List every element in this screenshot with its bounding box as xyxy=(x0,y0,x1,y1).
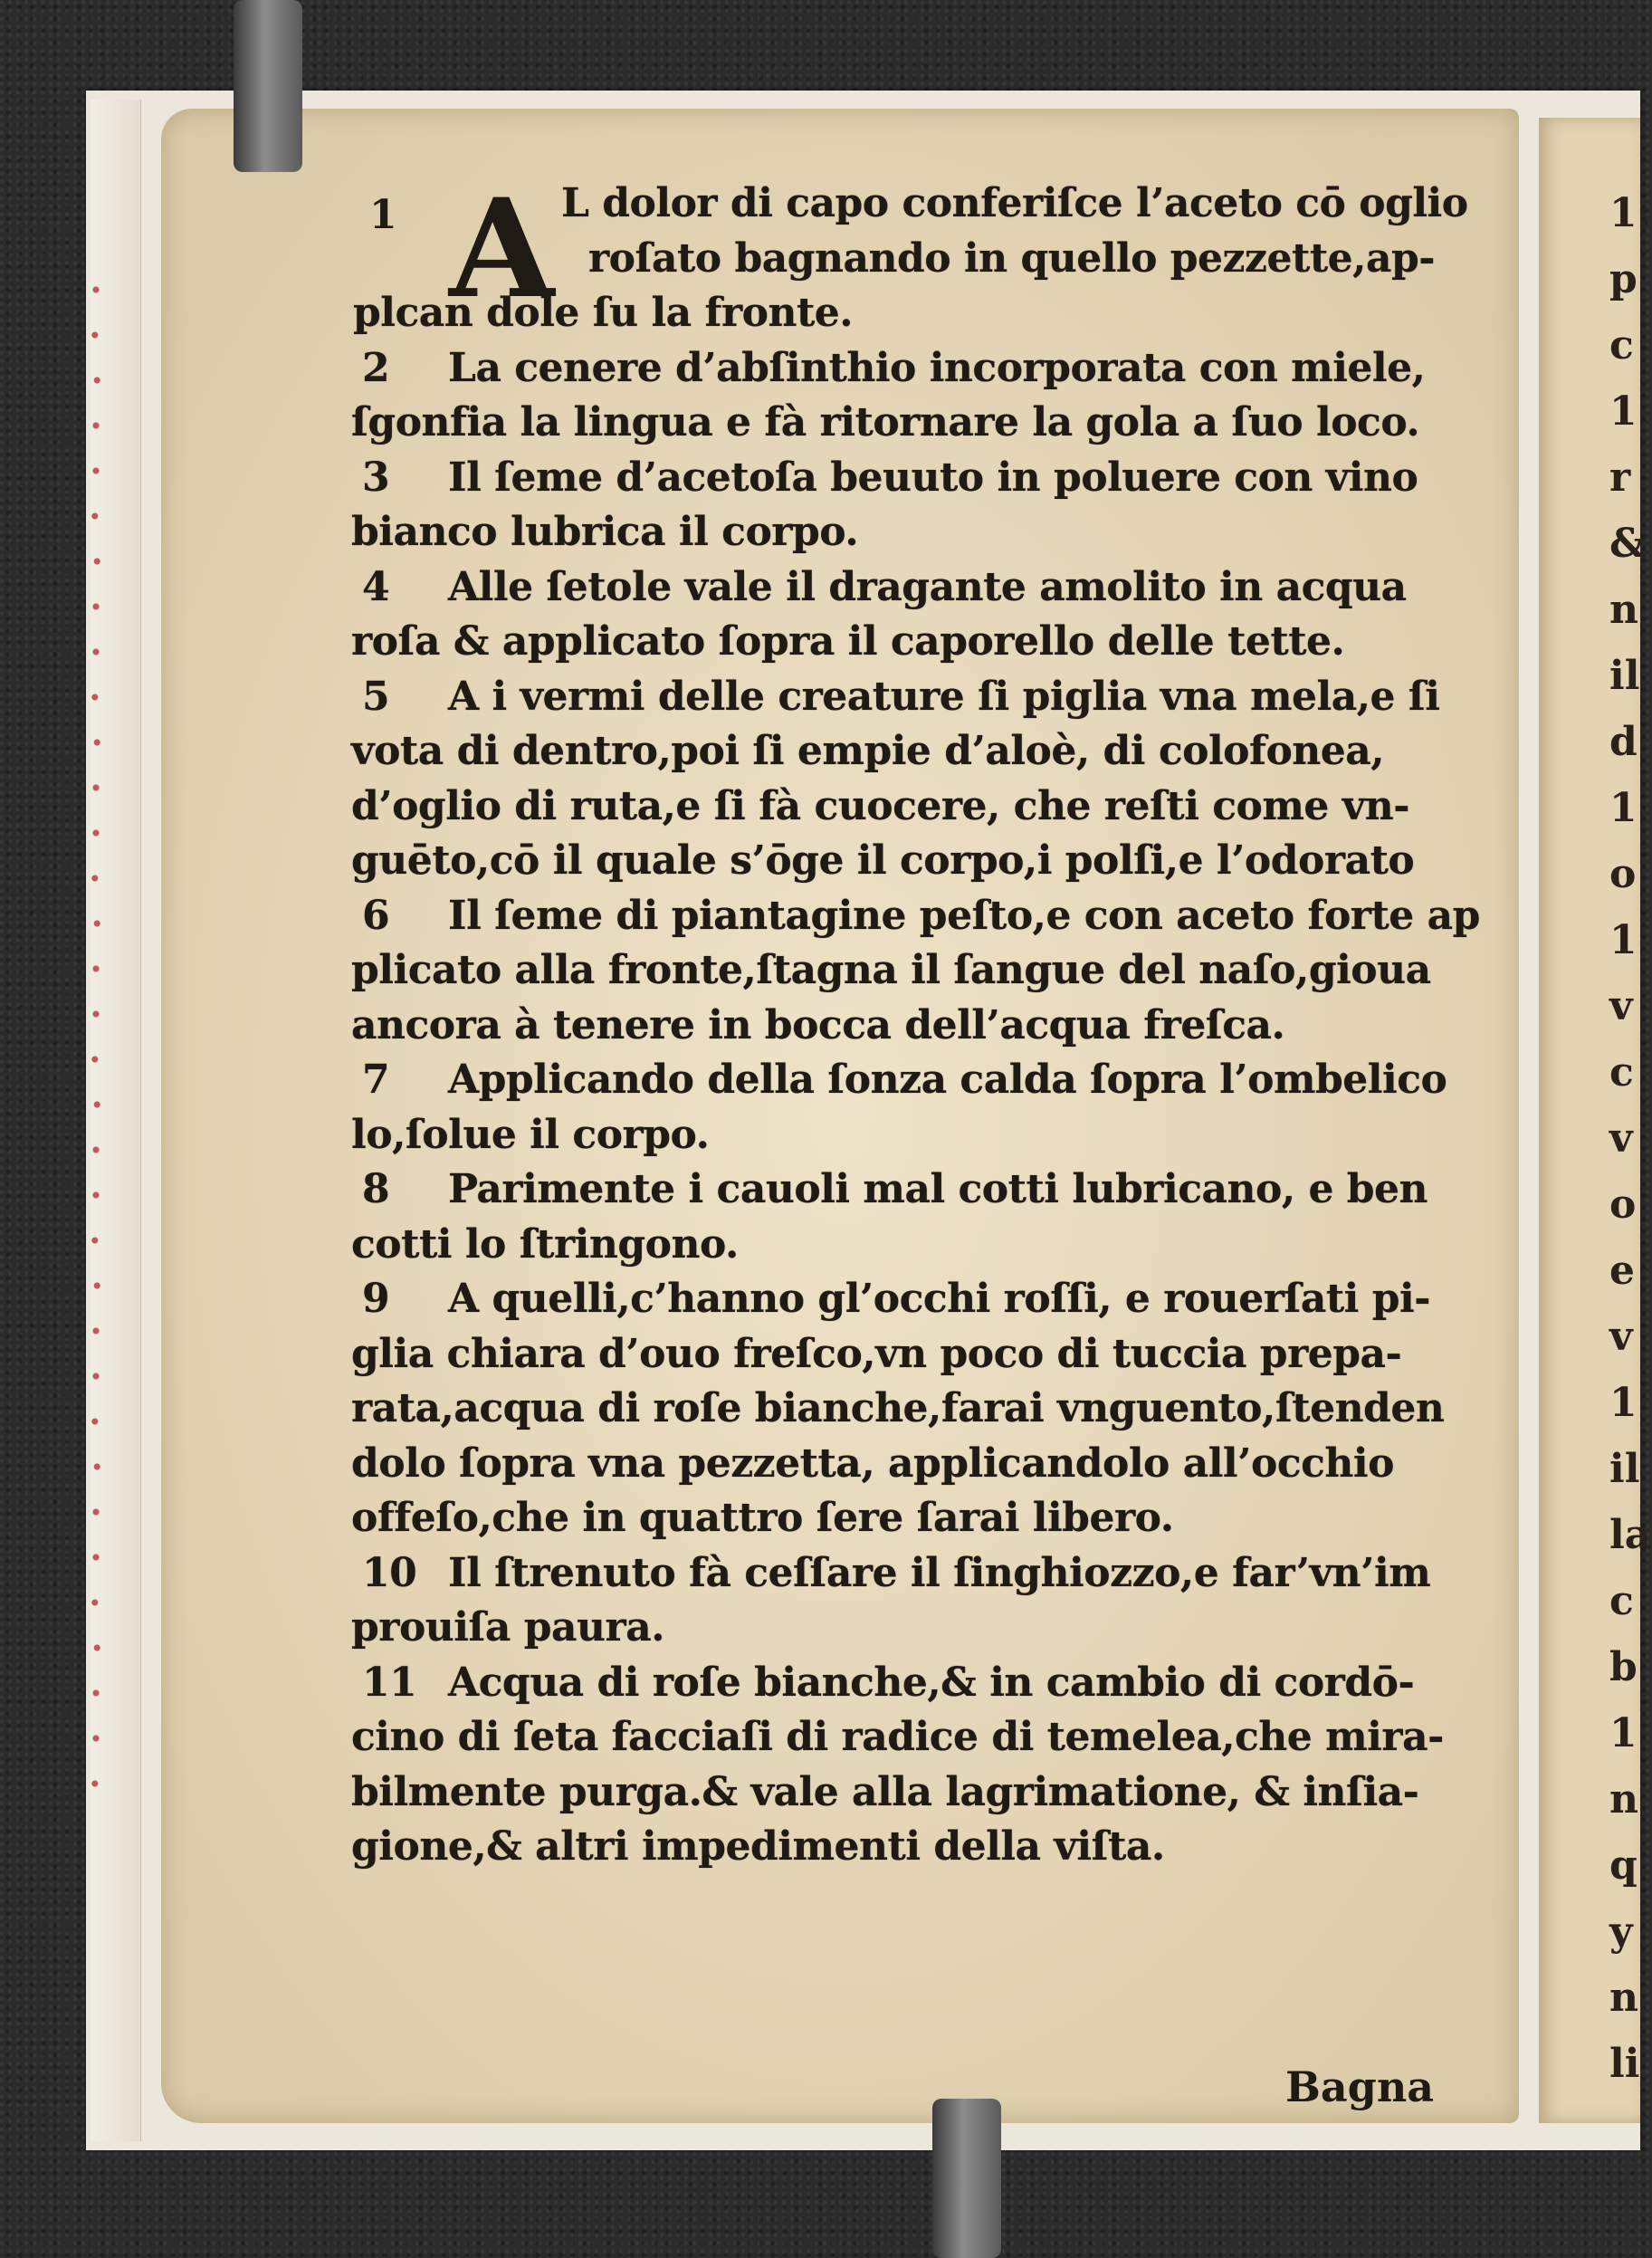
text-line xyxy=(362,1656,1485,1711)
red-edge-marks xyxy=(91,272,101,1811)
text-line xyxy=(351,724,1485,780)
text-line xyxy=(362,451,1485,506)
adjacent-page-fragment: y xyxy=(1609,1909,1633,1955)
text-line xyxy=(362,1272,1485,1327)
entry-number: 4 xyxy=(362,563,390,610)
adjacent-page-fragment: il xyxy=(1609,1446,1640,1492)
line-text: offeſo,che in quattro ſere ſarai libero. xyxy=(351,1495,1174,1541)
text-line xyxy=(351,1491,1485,1546)
line-text: lo,ſolue il corpo. xyxy=(351,1111,710,1158)
line-text: cotti lo ſtringono. xyxy=(351,1220,739,1268)
line-text: roſa & applicato ſopra il caporello delle tette. xyxy=(351,618,1345,665)
text-line xyxy=(351,1108,1485,1163)
entry-number: 1 xyxy=(369,192,397,238)
text-line xyxy=(362,670,1485,725)
text-line xyxy=(362,560,1485,616)
line-text: dolo ſopra vna pezzetta, applicandolo all’occhio xyxy=(351,1440,1394,1487)
text-line xyxy=(351,1382,1485,1437)
top-clip xyxy=(234,0,302,172)
text-line xyxy=(351,396,1485,451)
line-text: Il ſeme d’acetoſa beuuto in poluere con vino xyxy=(448,454,1418,501)
line-text: vota di dentro,poi ſi empie d’aloè, di colofonea, xyxy=(351,728,1385,774)
line-text: plicato alla fronte,ſtagna il ſangue del naſo,gioua xyxy=(351,947,1431,993)
line-text: bilmente purga.& vale alla lagrimatione, & inſia- xyxy=(351,1768,1419,1815)
adjacent-page-fragment: d xyxy=(1609,719,1638,765)
line-text: cino di ſeta facciaſi di radice di temelea,che mira- xyxy=(351,1714,1444,1760)
adjacent-page-fragment: n xyxy=(1609,1776,1638,1823)
adjacent-page-fragment: v xyxy=(1609,1115,1633,1162)
adjacent-page-fragment: 1 xyxy=(1609,1380,1638,1426)
text-line xyxy=(351,780,1485,835)
line-text: glia chiara d’ouo freſco,vn poco di tuccia prepa- xyxy=(351,1330,1402,1377)
line-text: prouiſa paura. xyxy=(351,1604,665,1650)
entry-number: 3 xyxy=(362,454,390,501)
entry-number: 5 xyxy=(362,673,390,720)
adjacent-page-fragment: c xyxy=(1609,322,1634,368)
adjacent-page-fragment: 1 xyxy=(1609,785,1638,831)
adjacent-page-fragment: 1 xyxy=(1609,1710,1638,1756)
adjacent-page-fragment: o xyxy=(1609,1182,1637,1228)
adjacent-page-fragment: r xyxy=(1609,454,1631,501)
line-text: Acqua di roſe bianche,& in cambio di cordō- xyxy=(448,1659,1415,1706)
adjacent-page-fragment: q xyxy=(1609,1842,1638,1889)
text-line xyxy=(362,889,1485,944)
entry-number: 9 xyxy=(362,1276,390,1322)
text-line xyxy=(351,1218,1485,1273)
line-text: Applicando della ſonza calda ſopra l’ombelico xyxy=(448,1057,1447,1103)
adjacent-page-fragment: 1 xyxy=(1609,917,1638,963)
adjacent-page-fragment: v xyxy=(1609,1314,1633,1360)
entry-number: 2 xyxy=(362,344,390,391)
entry-number: 10 xyxy=(362,1549,417,1596)
adjacent-page-fragment: li xyxy=(1609,2041,1640,2087)
adjacent-page-fragment: c xyxy=(1609,1049,1634,1096)
text-line xyxy=(351,615,1485,670)
adjacent-page-fragment: e xyxy=(1609,1248,1635,1294)
adjacent-page-fragment: v xyxy=(1609,983,1633,1029)
line-text: Il ſeme di piantagine peſto,e con aceto forte ap xyxy=(448,892,1480,939)
bottom-clip xyxy=(932,2099,1001,2258)
text-line xyxy=(362,1053,1485,1108)
adjacent-page-fragment: 1: xyxy=(1609,190,1652,236)
text-line xyxy=(351,1710,1485,1765)
line-text: Alle ſetole vale il dragante amolito in acqua xyxy=(448,563,1407,610)
text-line xyxy=(362,1546,1485,1602)
text-line xyxy=(351,1327,1485,1383)
line-text: bianco lubrica il corpo. xyxy=(351,509,859,555)
adjacent-page-fragment: la xyxy=(1609,1512,1651,1558)
text-line xyxy=(351,834,1485,889)
line-text: rata,acqua di roſe bianche,farai vnguento,ſtenden xyxy=(351,1385,1445,1431)
adjacent-page-fragment: 1 xyxy=(1609,388,1638,435)
adjacent-page-fragment: n xyxy=(1609,587,1638,633)
adjacent-page-fragment: b xyxy=(1609,1644,1638,1690)
text-line: plcan dole ſu la fronte. xyxy=(353,290,854,336)
adjacent-page-fragment: c xyxy=(1609,1578,1634,1624)
line-text: La cenere d’abſinthio incorporata con miele, xyxy=(448,344,1426,391)
text-line xyxy=(351,505,1485,560)
entry-number: 7 xyxy=(362,1057,390,1103)
text-line xyxy=(362,341,1485,397)
text-line xyxy=(351,1601,1485,1656)
text-line xyxy=(351,1765,1485,1821)
line-text: gione,& altri impedimenti della viſta. xyxy=(351,1823,1165,1870)
entry-number: 8 xyxy=(362,1166,390,1212)
line-text: d’oglio di ruta,e ſi fà cuocere, che reſti come vn- xyxy=(351,782,1410,829)
text-line: roſato bagnando in quello pezzette,ap- xyxy=(588,234,1436,282)
text-line: L dolor di capo conferiſce l’aceto cō oglio xyxy=(561,180,1468,226)
adjacent-page-fragment: & xyxy=(1609,521,1646,567)
text-line xyxy=(351,1437,1485,1492)
line-text: ancora à tenere in bocca dell’acqua freſca. xyxy=(351,1001,1285,1048)
adjacent-page-fragment: il xyxy=(1609,653,1640,699)
text-line xyxy=(351,943,1485,999)
text-line xyxy=(362,1162,1485,1218)
line-text: A i vermi delle creature ſi piglia vna mela,e ſi xyxy=(448,673,1440,720)
text-line xyxy=(351,999,1485,1054)
line-text: ſgonfia la lingua e fà ritornare la gola a ſuo loco. xyxy=(351,399,1420,445)
entry-number: 6 xyxy=(362,892,390,939)
text-line xyxy=(351,1820,1485,1875)
line-text: Parimente i cauoli mal cotti lubricano, e ben xyxy=(448,1166,1428,1212)
drop-capital: A xyxy=(449,169,555,329)
line-text: A quelli,c’hanno gl’occhi roſſi, e rouerſati pi- xyxy=(448,1276,1430,1322)
entry-number: 11 xyxy=(362,1659,417,1706)
page-text xyxy=(351,169,1485,1875)
catchword: Bagna xyxy=(1285,2062,1435,2111)
adjacent-page-fragment: o xyxy=(1609,851,1637,897)
line-text: Il ſtrenuto fà ceſſare il ſinghiozzo,e far’vn’im xyxy=(448,1549,1431,1596)
line-text: guēto,cō il quale s’ōge il corpo,i polſi,e l’odorato xyxy=(351,837,1415,884)
adjacent-page-fragment: p xyxy=(1609,256,1638,302)
adjacent-page-fragment: n xyxy=(1609,1975,1638,2021)
